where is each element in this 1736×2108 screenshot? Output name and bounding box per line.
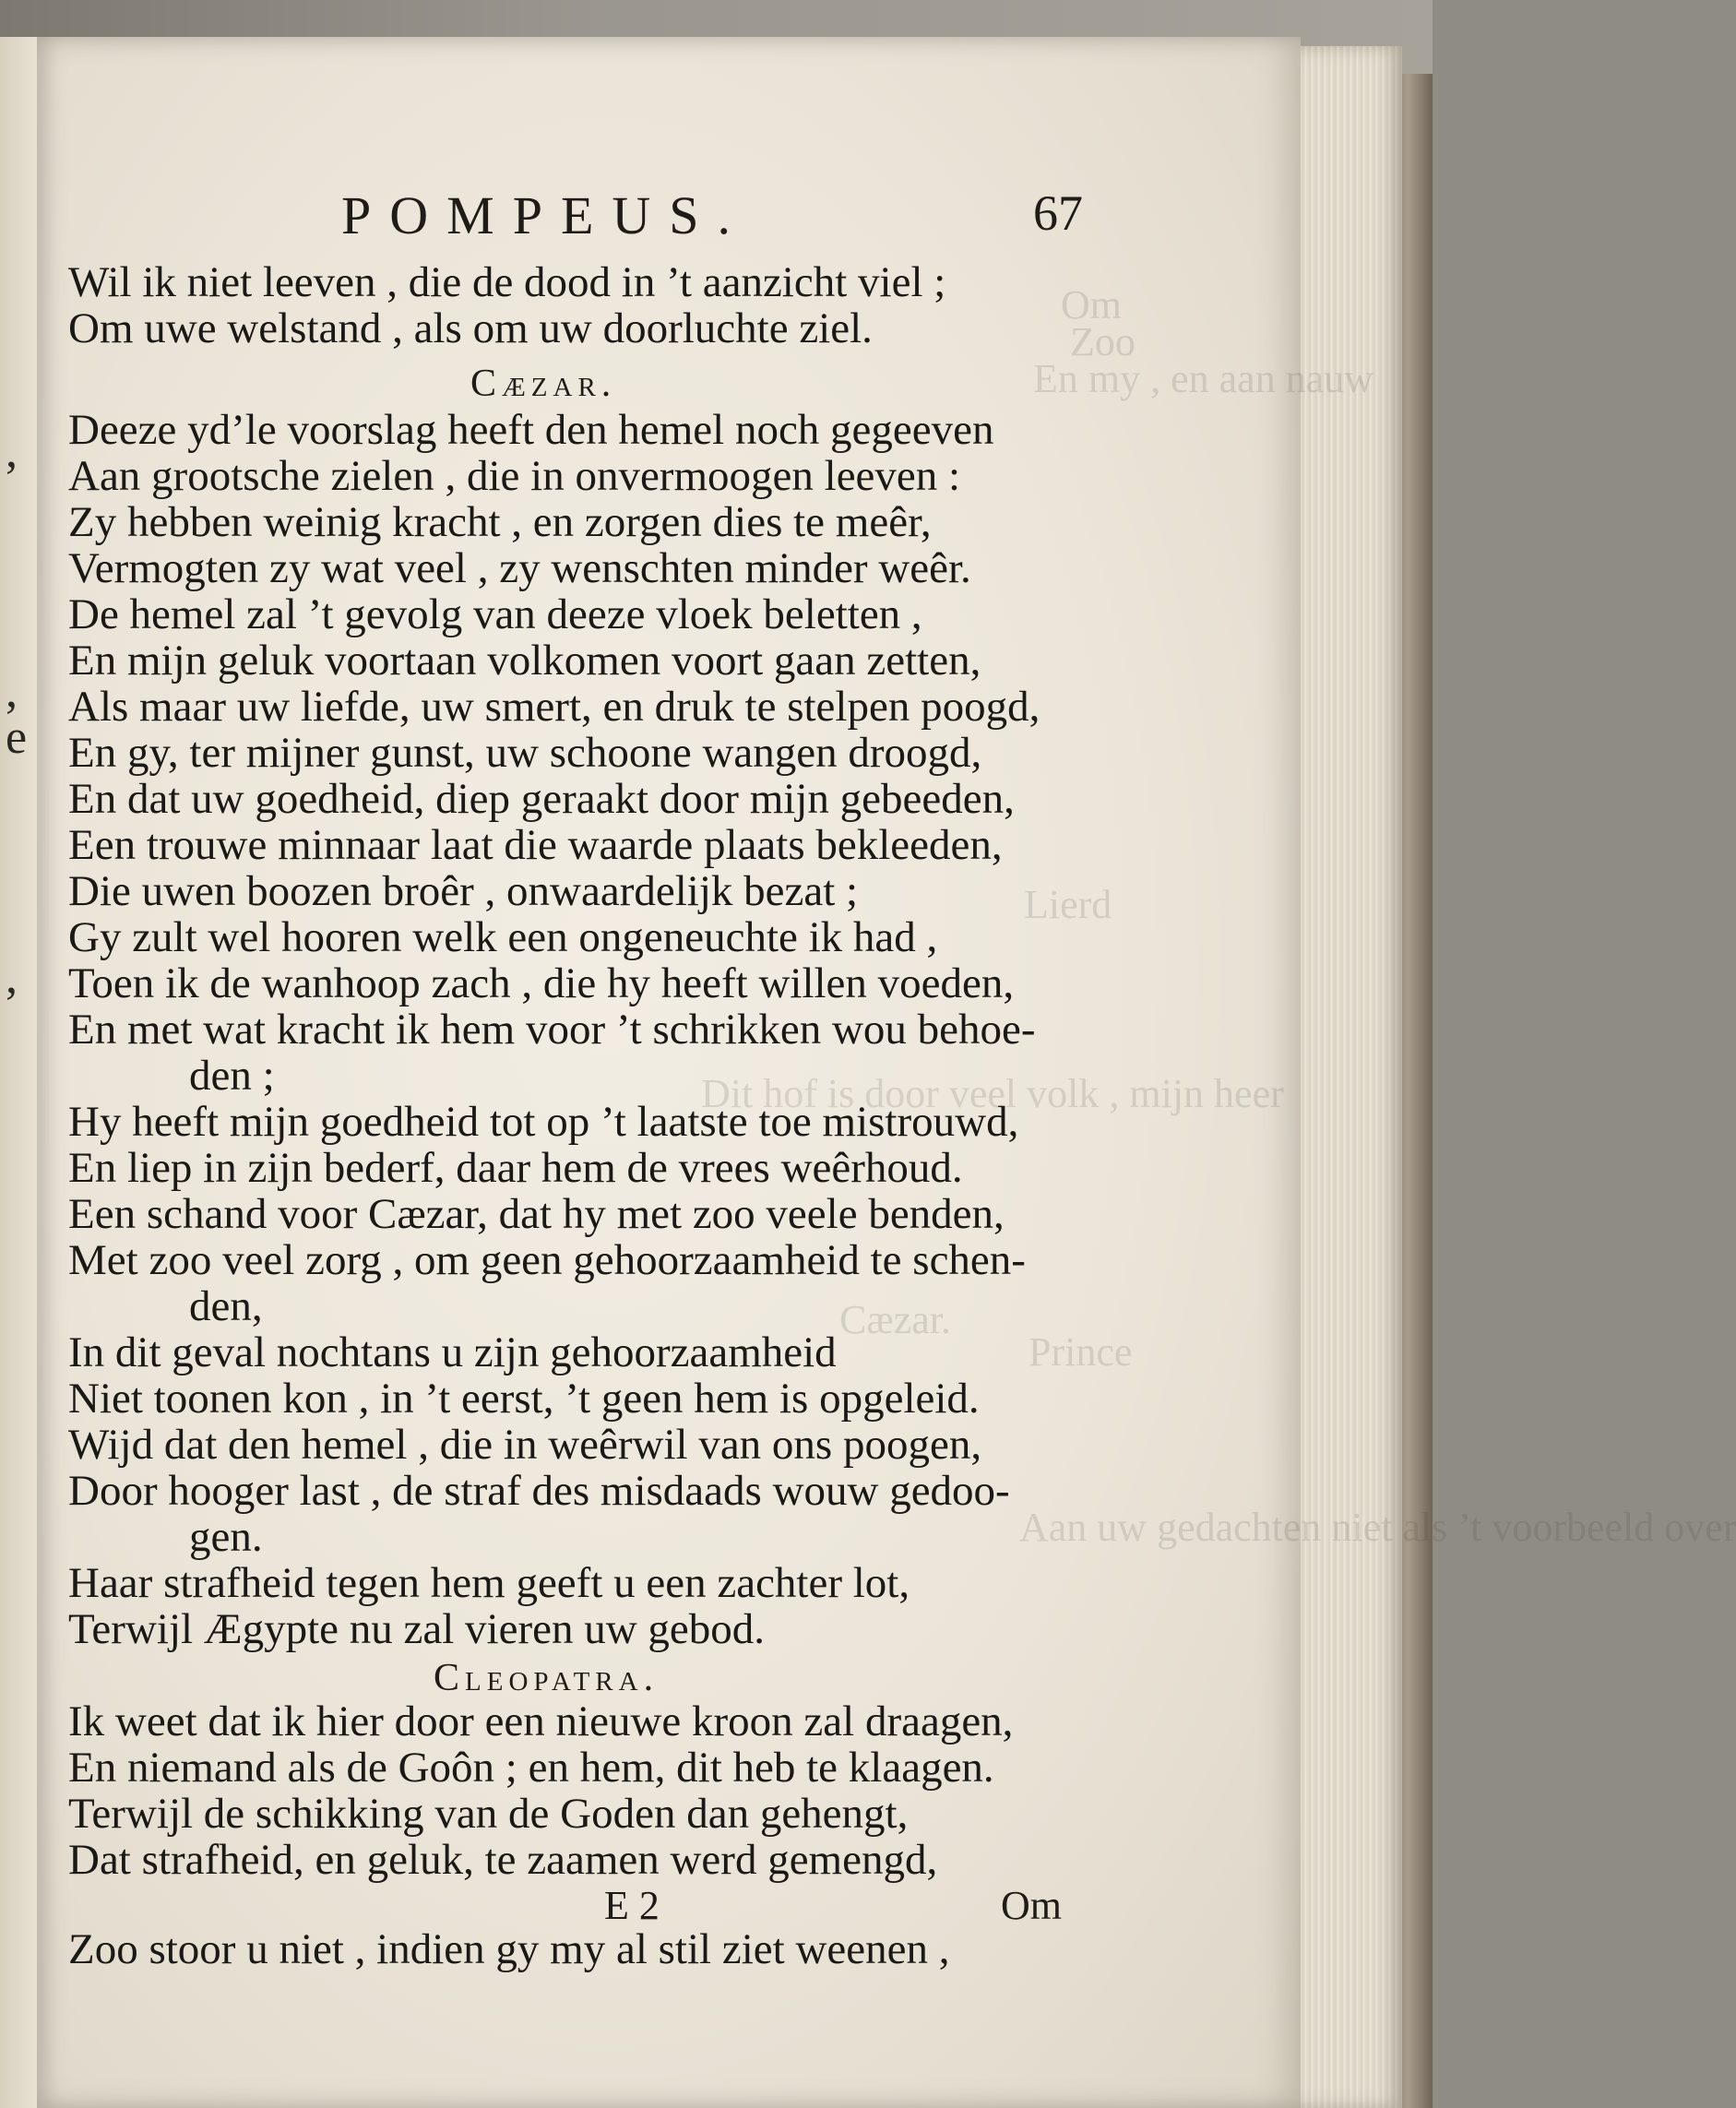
left-page-fragment: , <box>6 665 18 718</box>
verse-line: En mijn geluk voortaan volkomen voort gaan zetten, <box>68 637 981 685</box>
page-number: 67 <box>1033 185 1083 241</box>
verse-line-continuation: den, <box>189 1282 263 1330</box>
verse-line: Zy hebben weinig kracht , en zorgen dies te meêr, <box>68 498 932 546</box>
show-through-text: Aan uw gedachten niet als ’t voorbeeld over <box>1019 1505 1736 1550</box>
verse-line: En met wat kracht ik hem voor ’t schrikken wou behoe- <box>68 1006 1036 1054</box>
verse-line: Ik weet dat ik hier door een nieuwe kroon zal draagen, <box>68 1697 1014 1745</box>
verse-line: Vermogten zy wat veel , zy wenschten minder weêr. <box>68 544 971 592</box>
verse-line: Terwijl de schikking van de Goden dan gehengt, <box>68 1790 909 1838</box>
verse-line: En niemand als de Goôn ; en hem, dit heb te klaagen. <box>68 1744 994 1792</box>
verse-line: Gy zult wel hooren welk een ongeneuchte ik had , <box>68 913 938 961</box>
verse-line: Een trouwe minnaar laat die waarde plaats bekleeden, <box>68 821 1003 869</box>
verse-line: Een schand voor Cæzar, dat hy met zoo veele benden, <box>68 1190 1005 1238</box>
verse-line: Met zoo veel zorg , om geen gehoorzaamheid te schen- <box>68 1236 1026 1284</box>
verse-line: En dat uw goedheid, diep geraakt door mijn gebeeden, <box>68 775 1015 823</box>
verse-line: Niet toonen kon , in ’t eerst, ’t geen hem is opgeleid. <box>68 1375 980 1423</box>
verse-line: Dat strafheid, en geluk, te zaamen werd gemengd, <box>68 1836 938 1884</box>
verse-line: Om uwe welstand , als om uw doorluchte ziel. <box>68 304 873 352</box>
left-page-fragment: e <box>6 711 28 764</box>
verse-line: Door hooger last , de straf des misdaads wouw gedoo- <box>68 1467 1010 1515</box>
show-through-text: En my , en aan nauw <box>1033 356 1373 401</box>
left-page-fragment: , <box>6 951 18 1004</box>
show-through-text: Cæzar. <box>839 1297 951 1342</box>
verse-line: Haar strafheid tegen hem geeft u een zachter lot, <box>68 1559 910 1607</box>
running-title: POMPEUS. <box>341 185 750 245</box>
verse-line: Wijd dat den hemel , die in weêrwil van ons poogen, <box>68 1421 982 1469</box>
verse-line-continuation: gen. <box>189 1513 263 1561</box>
verse-line: Als maar uw liefde, uw smert, en druk te stelpen poogd, <box>68 683 1040 731</box>
verse-line: Die uwen boozen broêr , onwaardelijk bezat ; <box>68 867 859 915</box>
verse-line: En gy, ter mijner gunst, uw schoone wangen droogd, <box>68 729 982 777</box>
speaker-heading: Cleopatra. <box>434 1657 660 1699</box>
show-through-text: Dit hof is door veel volk , mijn heer <box>701 1071 1284 1116</box>
show-through-text: Zoo <box>1070 319 1136 364</box>
left-page-fragment: , <box>6 425 18 478</box>
verse-line-continuation: den ; <box>189 1052 275 1100</box>
verse-line: De hemel zal ’t gevolg van deeze vloek beletten , <box>68 590 922 638</box>
verse-line: Deeze yd’le voorslag heeft den hemel noch gegeeven <box>68 406 994 454</box>
speaker-heading: Cæzar. <box>470 363 617 405</box>
show-through-text: Om <box>1061 282 1122 328</box>
verse-line: En liep in zijn bederf, daar hem de vrees weêrhoud. <box>68 1144 963 1192</box>
verse-line: Toen ik de wanhoop zach , die hy heeft willen voeden, <box>68 959 1015 1007</box>
verse-line: Wil ik niet leeven , die de dood in ’t aanzicht viel ; <box>68 258 946 306</box>
signature-mark: E 2 <box>604 1883 660 1928</box>
show-through-text: Lierd <box>1024 882 1112 927</box>
catchword: Om <box>1001 1883 1062 1928</box>
verse-line: Terwijl Ægypte nu zal vieren uw gebod. <box>68 1605 766 1653</box>
verse-line: Zoo stoor u niet , indien gy my al stil ziet weenen , <box>68 1925 950 1973</box>
verse-line: In dit geval nochtans u zijn gehoorzaamheid <box>68 1328 837 1376</box>
verse-line: Aan grootsche zielen , die in onvermoogen leeven : <box>68 452 961 500</box>
show-through-text: Prince <box>1029 1329 1133 1375</box>
verse-line: Hy heeft mijn goedheid tot op ’t laatste toe mistrouwd, <box>68 1098 1019 1146</box>
